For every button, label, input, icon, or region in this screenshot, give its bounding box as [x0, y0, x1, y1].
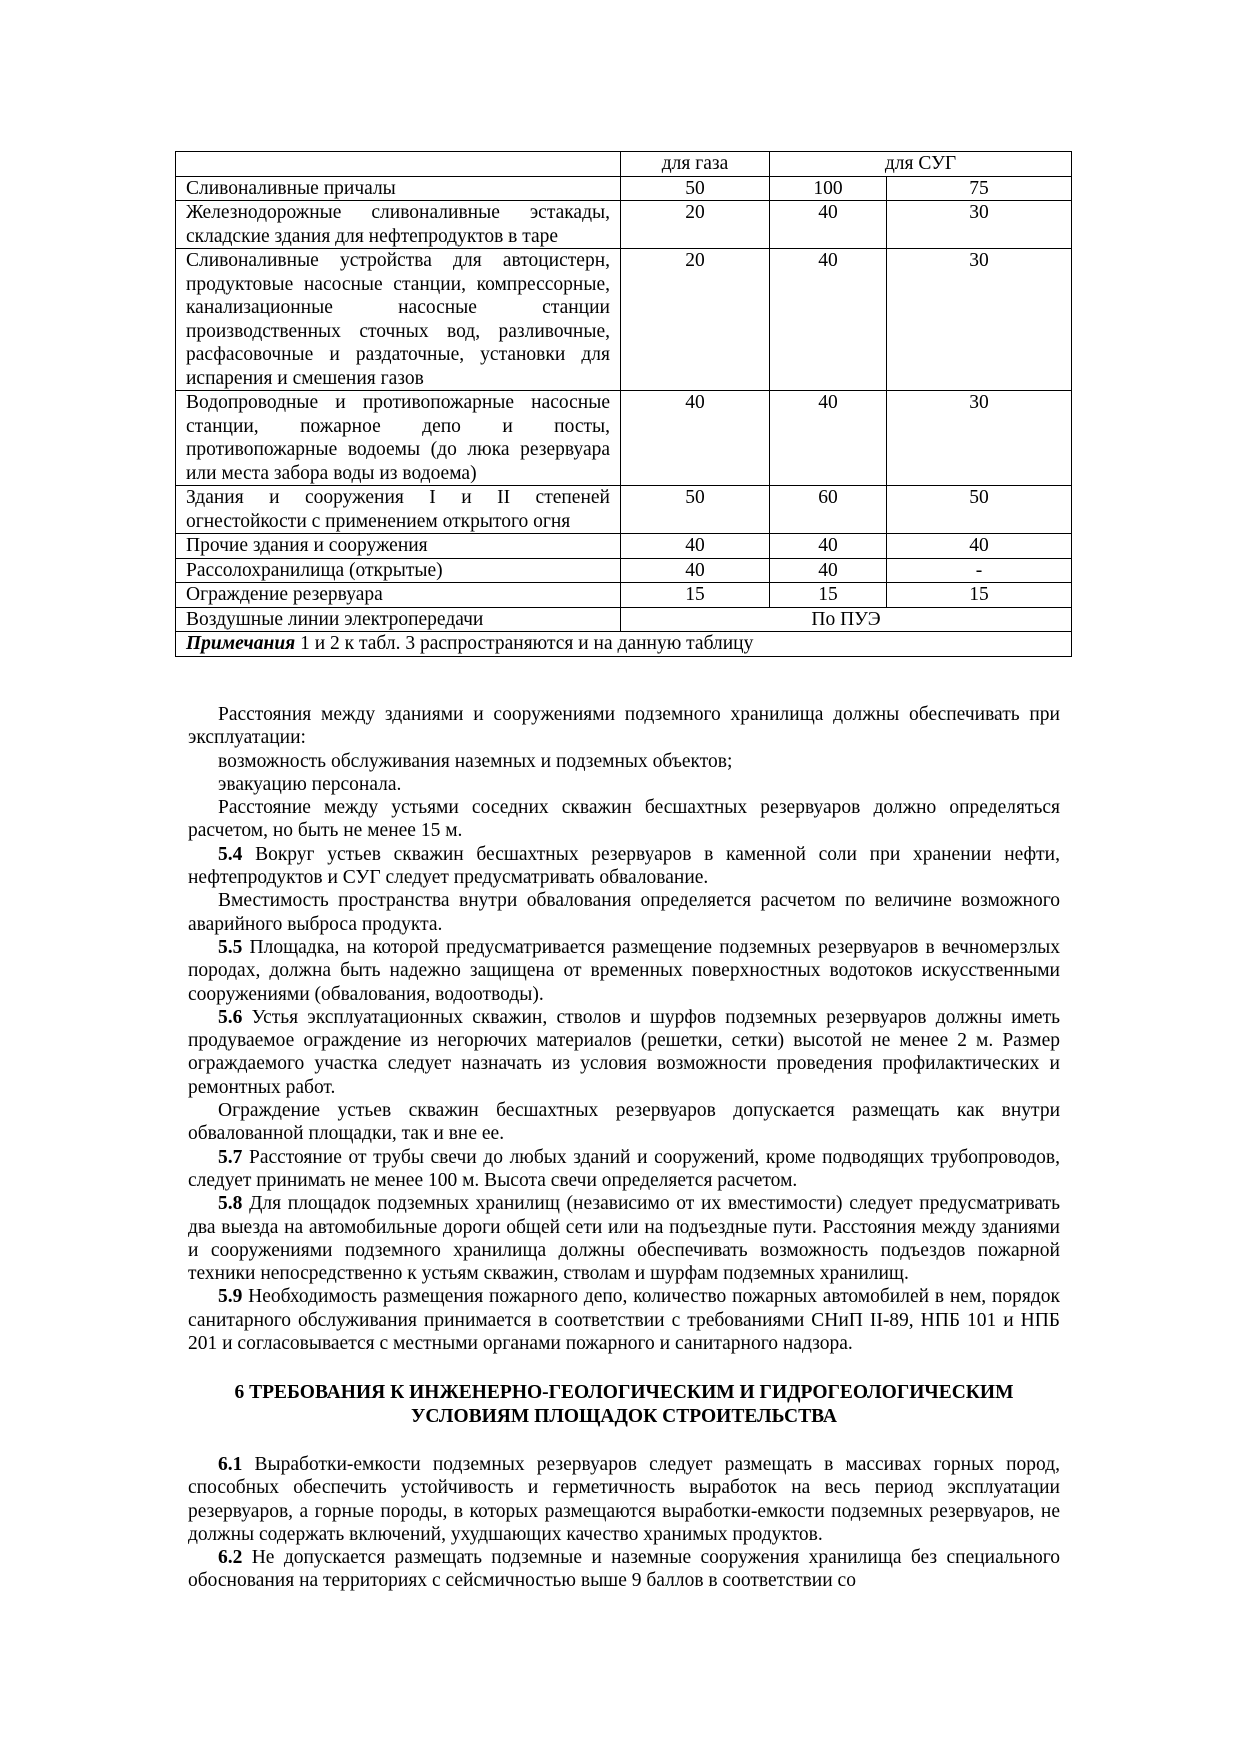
- row-value-lpg-b: 30: [887, 249, 1072, 391]
- row-name: Водопроводные и противопожарные насосные станции, пожарное депо и посты, противопожарные водоемы (до люка резервуара или места забора воды из водоема): [176, 391, 621, 486]
- section-heading: [188, 1381, 1060, 1428]
- row-value-gas: 40: [621, 391, 770, 486]
- table-note-row: [176, 632, 1072, 657]
- row-value-lpg-b: 75: [887, 176, 1072, 201]
- row-value-lpg-b: 40: [887, 534, 1072, 559]
- list-item: возможность обслуживания наземных и подземных объектов;: [218, 750, 733, 772]
- row-value-lpg-b: 50: [887, 486, 1072, 534]
- clause-text: Для площадок подземных хранилищ (независимо от их вместимости) следует предусматривать два выезда на автомобильные дороги общей сети или на подъездные пути. Расстояния между зданиями и сооружениями подземного хранилища должны обеспечивать возможность подъездов пожарной техники непосредственно к устьям скважин, стволам и шурфам подземных хранилищ.: [188, 1193, 1060, 1285]
- heading-line-2: УСЛОВИЯМ ПЛОЩАДОК СТРОИТЕЛЬСТВА: [411, 1405, 837, 1427]
- row-value-lpg-a: 100: [770, 176, 887, 201]
- row-value-gas: 20: [621, 201, 770, 249]
- clause-number: 5.5: [218, 936, 243, 958]
- table-row: [176, 534, 1072, 559]
- header-cell-lpg: для СУГ: [770, 152, 1072, 177]
- clause-number: 5.6: [218, 1006, 243, 1028]
- header-cell-empty: [176, 152, 621, 177]
- clause-text: Устья эксплуатационных скважин, стволов и шурфов подземных резервуаров должны иметь продуваемое ограждение из негорючих материалов (решетки, сетки) высотой не менее 2 м. Размер ограждаемого участка следует назначать из условия возможности проведения профилактических и ремонтных работ.: [188, 1006, 1060, 1098]
- row-name: Прочие здания и сооружения: [176, 534, 621, 559]
- table-row: [176, 249, 1072, 391]
- row-name: Сливоналивные устройства для автоцистерн, продуктовые насосные станции, компрессорные, канализационные насосные станции производственных сточных вод, разливочные, расфасовочные и раздаточные, установки для испарения и смешения газов: [176, 249, 621, 391]
- row-value-lpg-a: 40: [770, 558, 887, 583]
- row-value-lpg-a: 40: [770, 534, 887, 559]
- clause-number: 5.4: [218, 843, 243, 865]
- distance-table-wrapper: [175, 151, 1071, 657]
- row-name: Воздушные линии электропередачи: [176, 607, 621, 632]
- clause-text: Вокруг устьев скважин бесшахтных резервуаров в каменной соли при хранении нефти, нефтепродуктов и СУГ следует предусматривать обвалование.: [188, 843, 1060, 889]
- row-value-lpg-b: 30: [887, 391, 1072, 486]
- heading-line-1: 6 ТРЕБОВАНИЯ К ИНЖЕНЕРНО-ГЕОЛОГИЧЕСКИМ И ГИДРОГЕОЛОГИЧЕСКИМ: [234, 1382, 1014, 1404]
- row-name: Сливоналивные причалы: [176, 176, 621, 201]
- clause-text: Не допускается размещать подземные и наземные сооружения хранилища без специального обоснования на территориях с сейсмичностью выше 9 баллов в соответствии со: [188, 1547, 1060, 1592]
- clause-6-2: [188, 1546, 1060, 1593]
- list-item: эвакуацию персонала.: [218, 773, 402, 795]
- clause-5-8: [188, 1192, 1060, 1285]
- clause-number: 5.9: [218, 1286, 243, 1308]
- note-label: Примечания: [186, 633, 296, 654]
- clause-text: Выработки-емкости подземных резервуаров следует размещать в массивах горных пород, способных обеспечить устойчивость и герметичность выработок на весь период эксплуатации резервуаров, а горные породы, в которых размещаются выработки-емкости подземных резервуаров, не должны содержать включений, ухудшающих качество хранимых продуктов.: [188, 1453, 1060, 1545]
- row-name: Рассолохранилища (открытые): [176, 558, 621, 583]
- clause-number: 6.1: [218, 1453, 243, 1475]
- row-value-lpg-b: 15: [887, 583, 1072, 608]
- clause-5-6: [188, 1006, 1060, 1099]
- clause-6-1: [188, 1453, 1060, 1546]
- table-row: [176, 583, 1072, 608]
- table-row: [176, 201, 1072, 249]
- row-value-gas: 15: [621, 583, 770, 608]
- row-value-gas: 40: [621, 534, 770, 559]
- row-value-lpg-a: 40: [770, 201, 887, 249]
- row-value-merged: По ПУЭ: [621, 607, 1072, 632]
- table-row: [176, 486, 1072, 534]
- clause-5-4: [188, 843, 1060, 890]
- row-value-gas: 40: [621, 558, 770, 583]
- row-value-gas: 20: [621, 249, 770, 391]
- note-text: 1 и 2 к табл. 3 распространяются и на данную таблицу: [295, 633, 754, 654]
- table-row: [176, 176, 1072, 201]
- paragraph: Вместимость пространства внутри обвалования определяется расчетом по величине возможного аварийного выброса продукта.: [188, 890, 1060, 935]
- document-body: [188, 703, 1060, 1593]
- table-note: [176, 632, 1072, 657]
- row-name: Железнодорожные сливоналивные эстакады, складские здания для нефтепродуктов в таре: [176, 201, 621, 249]
- row-value-lpg-b: 30: [887, 201, 1072, 249]
- header-cell-gas: для газа: [621, 152, 770, 177]
- clause-text: Площадка, на которой предусматривается размещение подземных резервуаров в вечномерзлых породах, должна быть надежно защищена от временных поверхностных водотоков искусственными сооружениями (обвалования, водоотводы).: [188, 936, 1060, 1005]
- paragraph: Ограждение устьев скважин бесшахтных резервуаров допускается размещать как внутри обвалованной площадки, так и вне ее.: [188, 1100, 1060, 1145]
- clause-text: Необходимость размещения пожарного депо, количество пожарных автомобилей в нем, порядок санитарного обслуживания принимается в соответствии с требованиями СНиП II-89, НПБ 101 и НПБ 201 и согласовывается с местными органами пожарного и санитарного надзора.: [188, 1286, 1060, 1355]
- row-name: Здания и сооружения I и II степеней огнестойкости с применением открытого огня: [176, 486, 621, 534]
- clause-number: 5.8: [218, 1193, 243, 1215]
- row-value-lpg-a: 60: [770, 486, 887, 534]
- row-name: Ограждение резервуара: [176, 583, 621, 608]
- row-value-lpg-b: -: [887, 558, 1072, 583]
- row-value-gas: 50: [621, 176, 770, 201]
- clause-5-5: [188, 936, 1060, 1006]
- row-value-lpg-a: 40: [770, 249, 887, 391]
- clause-5-7: [188, 1146, 1060, 1193]
- clause-number: 6.2: [218, 1547, 243, 1569]
- table-row: [176, 558, 1072, 583]
- table-header-row: [176, 152, 1072, 177]
- table-row: [176, 391, 1072, 486]
- row-value-lpg-a: 15: [770, 583, 887, 608]
- paragraph: Расстояния между зданиями и сооружениями подземного хранилища должны обеспечивать при эксплуатации:: [188, 704, 1060, 749]
- row-value-lpg-a: 40: [770, 391, 887, 486]
- clause-number: 5.7: [218, 1146, 243, 1168]
- paragraph: Расстояние между устьями соседних скважин бесшахтных резервуаров должно определяться расчетом, но быть не менее 15 м.: [188, 797, 1060, 842]
- table-row: [176, 607, 1072, 632]
- clause-text: Расстояние от трубы свечи до любых зданий и сооружений, кроме подводящих трубопроводов, следует принимать не менее 100 м. Высота свечи определяется расчетом.: [188, 1146, 1060, 1191]
- distance-table: [175, 151, 1072, 657]
- clause-5-9: [188, 1285, 1060, 1355]
- row-value-gas: 50: [621, 486, 770, 534]
